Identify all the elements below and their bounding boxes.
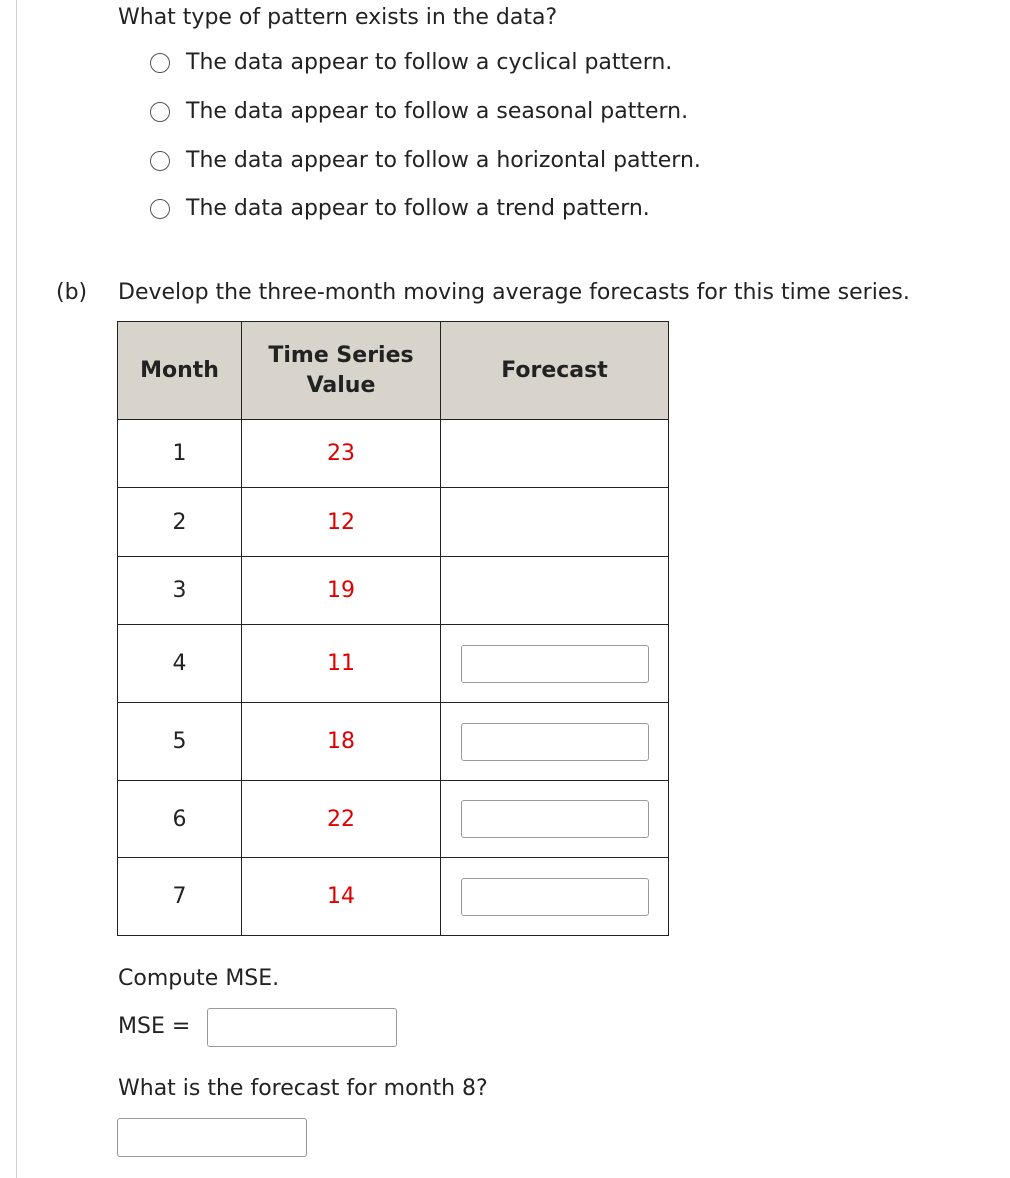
month-cell: 3 xyxy=(118,557,242,625)
radio-option-label: The data appear to follow a cyclical pattern. xyxy=(186,50,673,75)
radio-button-icon[interactable] xyxy=(150,102,170,122)
part-b-prompt: Develop the three-month moving average forecasts for this time series. xyxy=(118,280,910,305)
left-margin-rule xyxy=(16,0,17,1178)
value-cell: 23 xyxy=(242,420,441,488)
mse-label: MSE = xyxy=(118,1014,191,1039)
radio-button-icon[interactable] xyxy=(150,53,170,73)
value-cell: 18 xyxy=(242,703,441,781)
radio-option-cyclical[interactable] xyxy=(150,48,672,78)
month-cell: 7 xyxy=(118,858,242,936)
radio-option-label: The data appear to follow a seasonal pattern. xyxy=(186,99,689,124)
forecast-input-month-4[interactable] xyxy=(461,645,649,683)
time-series-header-line2: Value xyxy=(306,372,376,398)
table-row xyxy=(118,858,669,936)
table-row xyxy=(118,420,669,488)
month-cell: 2 xyxy=(118,488,242,557)
value-cell: 19 xyxy=(242,557,441,625)
value-cell: 11 xyxy=(242,625,441,703)
time-series-header-line1: Time Series xyxy=(268,342,414,368)
table-header-row xyxy=(118,322,669,420)
table-row xyxy=(118,703,669,781)
compute-mse-label: Compute MSE. xyxy=(118,966,280,991)
month-8-forecast-input[interactable] xyxy=(117,1118,307,1157)
forecast-cell-empty xyxy=(441,557,669,625)
radio-button-icon[interactable] xyxy=(150,151,170,171)
month-header: Month xyxy=(118,322,242,420)
value-cell: 22 xyxy=(242,781,441,858)
table-row xyxy=(118,488,669,557)
radio-option-seasonal[interactable] xyxy=(150,97,688,127)
month-cell: 6 xyxy=(118,781,242,858)
month-cell: 4 xyxy=(118,625,242,703)
time-series-table xyxy=(117,321,669,936)
forecast-cell xyxy=(441,625,669,703)
month-cell: 1 xyxy=(118,420,242,488)
radio-option-trend[interactable] xyxy=(150,194,650,224)
forecast-cell xyxy=(441,858,669,936)
value-cell: 12 xyxy=(242,488,441,557)
forecast-input-month-6[interactable] xyxy=(461,800,649,838)
radio-button-icon[interactable] xyxy=(150,199,170,219)
month-cell: 5 xyxy=(118,703,242,781)
radio-option-label: The data appear to follow a trend pattern. xyxy=(186,196,650,221)
table-row xyxy=(118,557,669,625)
forecast-cell xyxy=(441,781,669,858)
forecast-cell-empty xyxy=(441,488,669,557)
mse-input[interactable] xyxy=(207,1008,397,1047)
part-b-label: (b) xyxy=(56,280,88,305)
forecast-header: Forecast xyxy=(441,322,669,420)
forecast-cell xyxy=(441,703,669,781)
radio-option-horizontal[interactable] xyxy=(150,146,701,176)
forecast-cell-empty xyxy=(441,420,669,488)
table-row xyxy=(118,625,669,703)
radio-option-label: The data appear to follow a horizontal pattern. xyxy=(186,148,701,173)
forecast-input-month-5[interactable] xyxy=(461,723,649,761)
table-row xyxy=(118,781,669,858)
month-8-question: What is the forecast for month 8? xyxy=(118,1076,488,1101)
pattern-question: What type of pattern exists in the data? xyxy=(118,5,558,30)
value-cell: 14 xyxy=(242,858,441,936)
time-series-value-header xyxy=(242,322,441,420)
forecast-input-month-7[interactable] xyxy=(461,878,649,916)
